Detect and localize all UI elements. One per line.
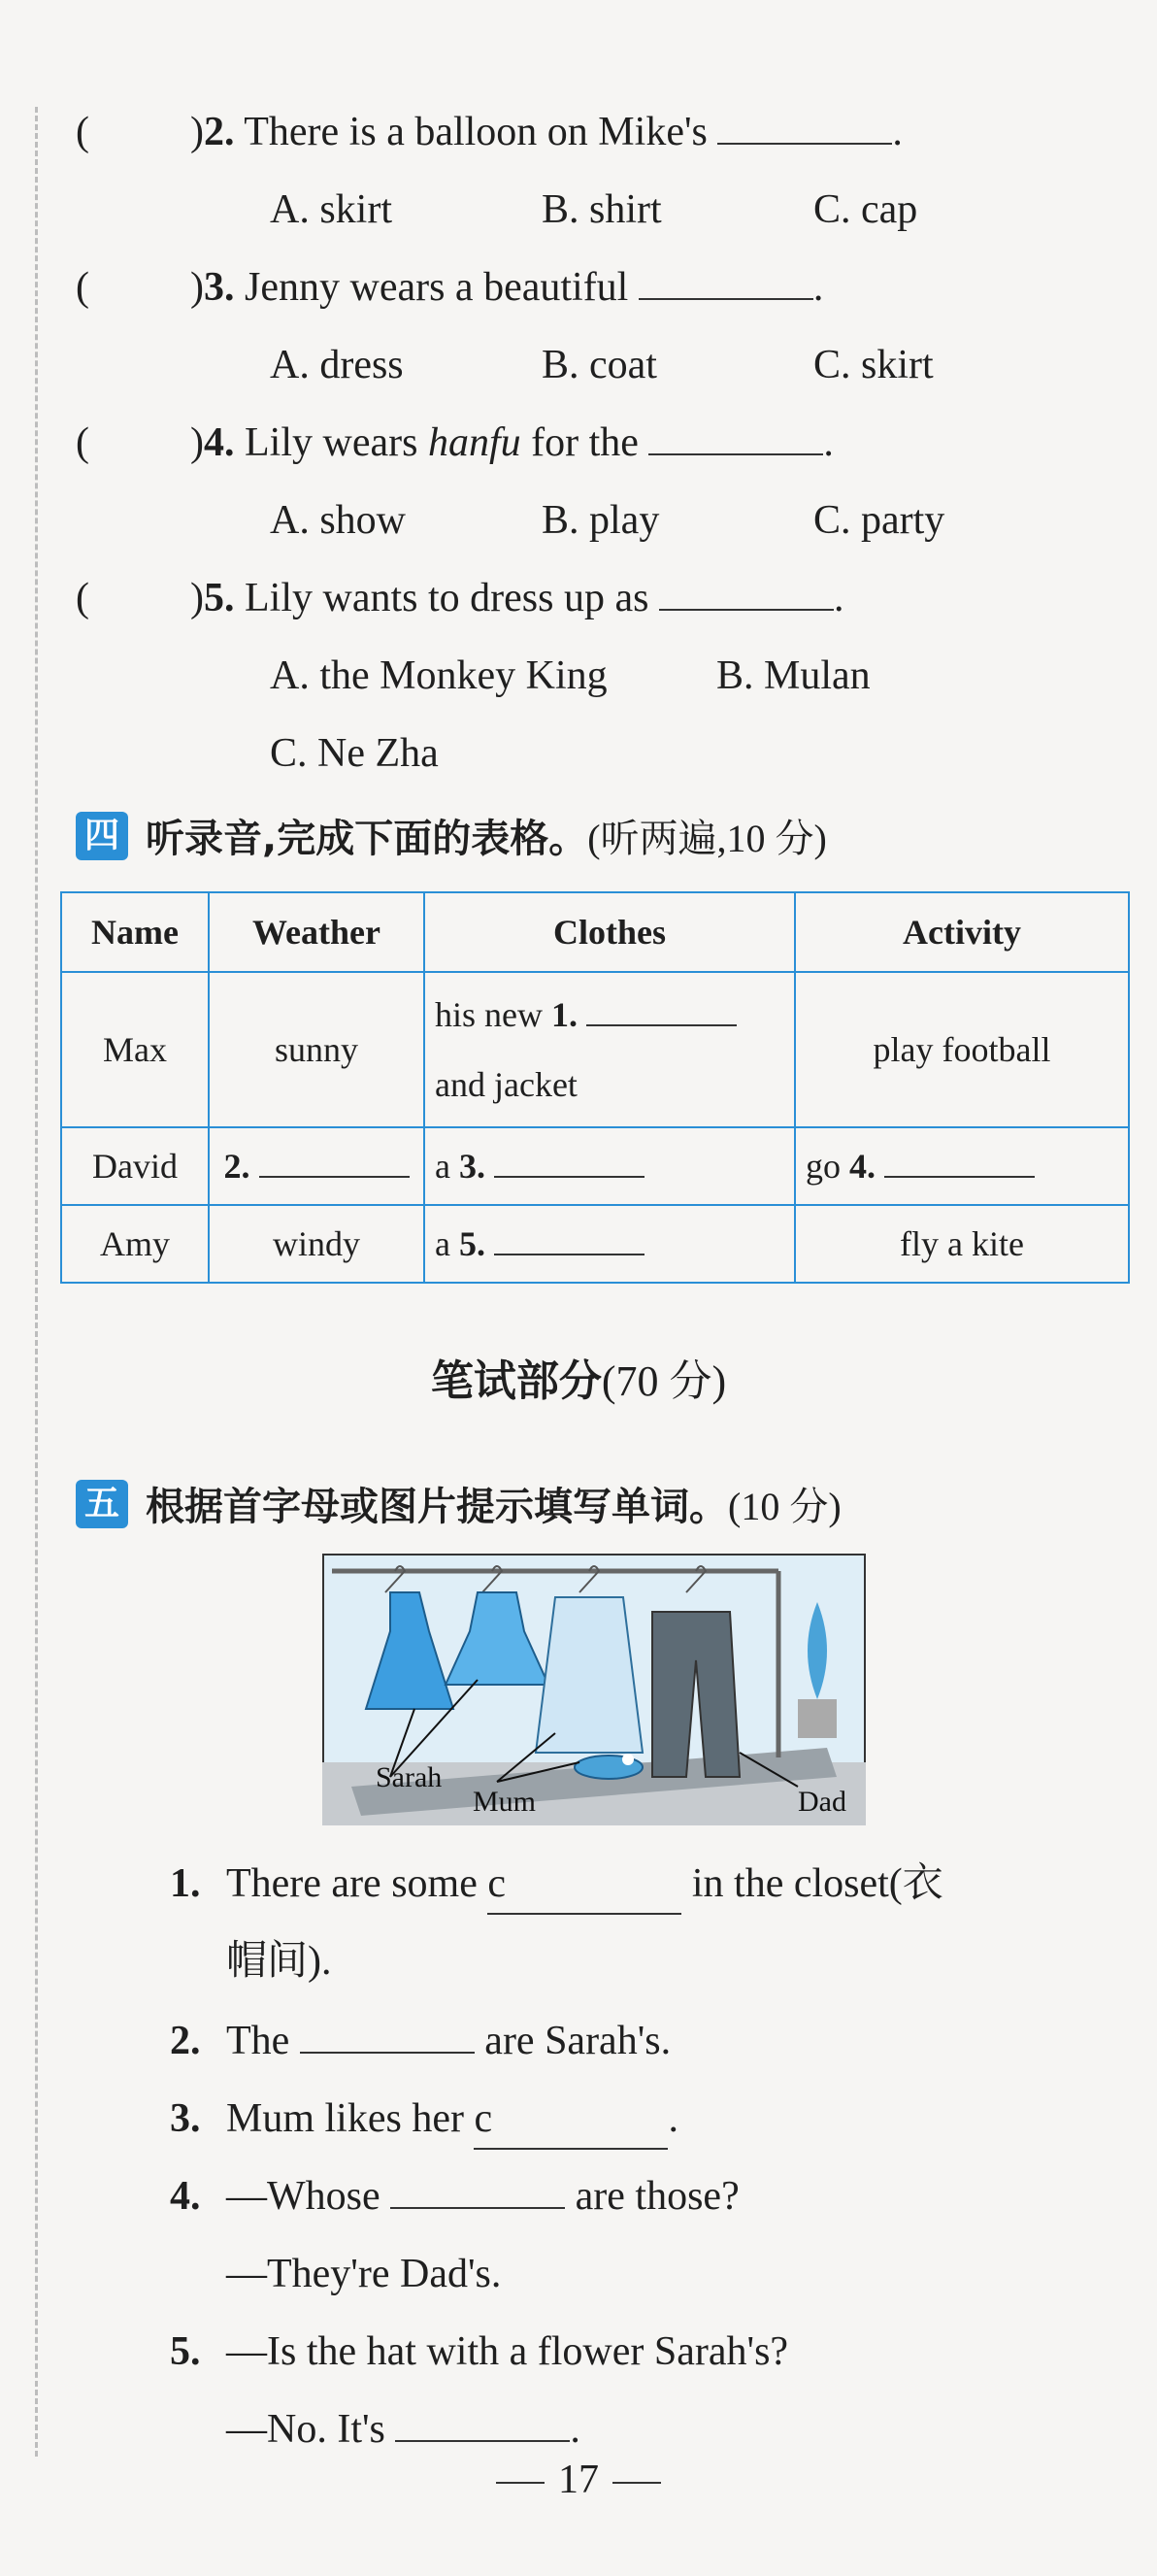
cell-weather: windy <box>209 1205 424 1283</box>
writing-question-2 <box>170 2012 671 2070</box>
question-text: —Whose <box>226 2174 391 2219</box>
answer-blank[interactable] <box>586 995 737 1026</box>
blank-number: 5. <box>458 1224 485 1263</box>
answer-paren-close: ) <box>190 576 204 620</box>
question-number: 1. <box>170 1861 201 1906</box>
section-5-note: (10 分) <box>728 1485 842 1528</box>
writing-question-3 <box>170 2090 678 2150</box>
header-activity: Activity <box>795 892 1129 972</box>
question-text: The <box>226 2019 300 2063</box>
question-number: 2. <box>170 2019 201 2063</box>
label-mum: Mum <box>473 1786 537 1818</box>
cell-text: and jacket <box>435 1065 578 1104</box>
question-text: There are some <box>226 1861 488 1906</box>
writing-question-4-answer <box>226 2245 501 2303</box>
options-5 <box>270 647 871 705</box>
page-dash-left <box>496 2482 545 2484</box>
answer-blank[interactable] <box>494 1147 645 1178</box>
blank-number: 3. <box>458 1147 485 1186</box>
cell-clothes <box>424 1127 795 1205</box>
section-4-note: (听两遍,10 分) <box>587 817 827 860</box>
section-4-title: 听录音,完成下面的表格。 <box>146 817 588 861</box>
question-text: are Sarah's. <box>474 2019 672 2063</box>
writing-question-4 <box>170 2167 740 2225</box>
question-number: 3. <box>170 2096 201 2141</box>
answer-paren-open: ( <box>76 420 89 465</box>
table-row <box>61 1205 1129 1283</box>
option-a[interactable]: A. the Monkey King <box>270 653 608 698</box>
section-5-heading <box>76 1476 842 1531</box>
question-text: in the closet(衣 <box>681 1861 943 1906</box>
question-number: 4. <box>170 2174 201 2219</box>
section-5-badge: 五 <box>76 1480 128 1528</box>
answer-paren-open: ( <box>76 110 89 154</box>
cell-text: a <box>435 1224 459 1263</box>
writing-question-1 <box>170 1855 943 1915</box>
blank-number: 1. <box>551 995 578 1034</box>
option-b[interactable]: B. coat <box>542 343 657 387</box>
section-4-heading <box>76 808 827 863</box>
question-3 <box>76 258 823 317</box>
option-c[interactable]: C. skirt <box>813 343 934 387</box>
blank-number: 2. <box>223 1147 250 1186</box>
question-end: . <box>833 576 844 620</box>
options-2 <box>270 181 917 239</box>
header-name: Name <box>61 892 209 972</box>
question-text: There is a balloon on Mike's <box>244 110 718 154</box>
options-4 <box>270 491 944 550</box>
option-c[interactable]: C. cap <box>813 187 918 232</box>
table-row <box>61 1127 1129 1205</box>
answer-blank[interactable] <box>494 1224 645 1255</box>
question-number: 4. <box>204 420 235 465</box>
question-text: Jenny wears a beautiful <box>245 265 639 310</box>
cell-text: his new <box>435 995 551 1034</box>
header-clothes: Clothes <box>424 892 795 972</box>
dialogue-line: —They're Dad's. <box>226 2252 502 2296</box>
question-end: . <box>892 110 903 154</box>
question-text: are those? <box>565 2174 740 2219</box>
section-5-title: 根据首字母或图片提示填写单词。 <box>146 1485 728 1529</box>
answer-blank[interactable] <box>474 2090 668 2150</box>
options-5-cont <box>270 724 439 783</box>
written-title-text: 笔试部分 <box>430 1356 602 1406</box>
cell-name: David <box>61 1127 209 1205</box>
answer-paren-open: ( <box>76 576 89 620</box>
label-dad: Dad <box>798 1786 846 1818</box>
option-b[interactable]: B. play <box>542 498 660 543</box>
answer-blank[interactable] <box>639 259 813 300</box>
cell-weather <box>209 1127 424 1205</box>
option-c[interactable]: C. Ne Zha <box>270 731 439 776</box>
dialogue-line: —Is the hat with a flower Sarah's? <box>226 2329 789 2374</box>
answer-paren-close: ) <box>190 265 204 310</box>
option-c[interactable]: C. party <box>813 498 945 543</box>
answer-blank[interactable] <box>300 2013 475 2054</box>
closet-illustration <box>322 1554 866 1825</box>
table-header-row <box>61 892 1129 972</box>
answer-paren-close: ) <box>190 110 204 154</box>
question-text: Lily wears <box>245 420 428 465</box>
written-points: (70 分) <box>601 1357 727 1405</box>
option-a[interactable]: A. skirt <box>270 187 392 232</box>
header-weather: Weather <box>209 892 424 972</box>
blank-number: 4. <box>849 1147 876 1186</box>
cell-name: Amy <box>61 1205 209 1283</box>
question-text: 帽间). <box>226 1939 332 1984</box>
cell-name: Max <box>61 972 209 1127</box>
question-end: . <box>823 420 834 465</box>
italic-word: hanfu <box>427 420 521 465</box>
question-number: 5. <box>170 2329 201 2374</box>
written-part-title <box>0 1346 1157 1408</box>
options-3 <box>270 336 934 394</box>
question-text: Mum likes her <box>226 2096 475 2141</box>
answer-blank[interactable] <box>717 104 892 145</box>
question-text: . <box>668 2096 678 2141</box>
answer-blank[interactable] <box>390 2168 565 2209</box>
page-number-text: 17 <box>558 2458 599 2502</box>
section-4-badge: 四 <box>76 812 128 860</box>
dialogue-line: —No. It's <box>226 2407 396 2452</box>
question-text: Lily wants to dress up as <box>245 576 659 620</box>
question-5 <box>76 569 843 627</box>
option-b[interactable]: B. Mulan <box>716 653 871 698</box>
question-2 <box>76 103 903 161</box>
question-number: 2. <box>204 110 235 154</box>
option-a[interactable]: A. show <box>270 498 407 543</box>
cell-text: go <box>806 1147 849 1186</box>
question-number: 3. <box>204 265 235 310</box>
question-end: . <box>812 265 824 310</box>
question-4 <box>76 414 834 472</box>
answer-blank[interactable] <box>395 2401 570 2442</box>
binding-margin-line <box>35 107 38 2457</box>
page-dash-right <box>612 2482 661 2484</box>
answer-blank[interactable] <box>648 415 823 455</box>
cell-activity: play football <box>795 972 1129 1127</box>
label-sarah: Sarah <box>376 1761 443 1793</box>
listening-table <box>60 891 1130 1284</box>
table-row <box>61 972 1129 1127</box>
writing-question-5-answer <box>226 2400 580 2459</box>
first-letter-hint: c <box>474 2096 493 2141</box>
cell-text: a <box>435 1147 459 1186</box>
writing-question-5 <box>170 2323 788 2381</box>
page-number <box>0 2457 1157 2503</box>
first-letter-hint: c <box>487 1861 507 1906</box>
cell-clothes <box>424 1205 795 1283</box>
question-text-mid: for the <box>520 420 649 465</box>
answer-paren-close: ) <box>190 420 204 465</box>
answer-blank[interactable] <box>487 1855 681 1915</box>
cell-clothes <box>424 972 795 1127</box>
cell-weather: sunny <box>209 972 424 1127</box>
answer-blank[interactable] <box>659 570 834 611</box>
answer-paren-open: ( <box>76 265 89 310</box>
question-end: . <box>570 2407 580 2452</box>
option-b[interactable]: B. shirt <box>542 187 662 232</box>
cell-activity <box>795 1127 1129 1205</box>
writing-question-1-cont <box>226 1932 332 1991</box>
answer-blank[interactable] <box>259 1147 410 1178</box>
answer-blank[interactable] <box>884 1147 1035 1178</box>
option-a[interactable]: A. dress <box>270 343 404 387</box>
cell-activity: fly a kite <box>795 1205 1129 1283</box>
question-number: 5. <box>204 576 235 620</box>
